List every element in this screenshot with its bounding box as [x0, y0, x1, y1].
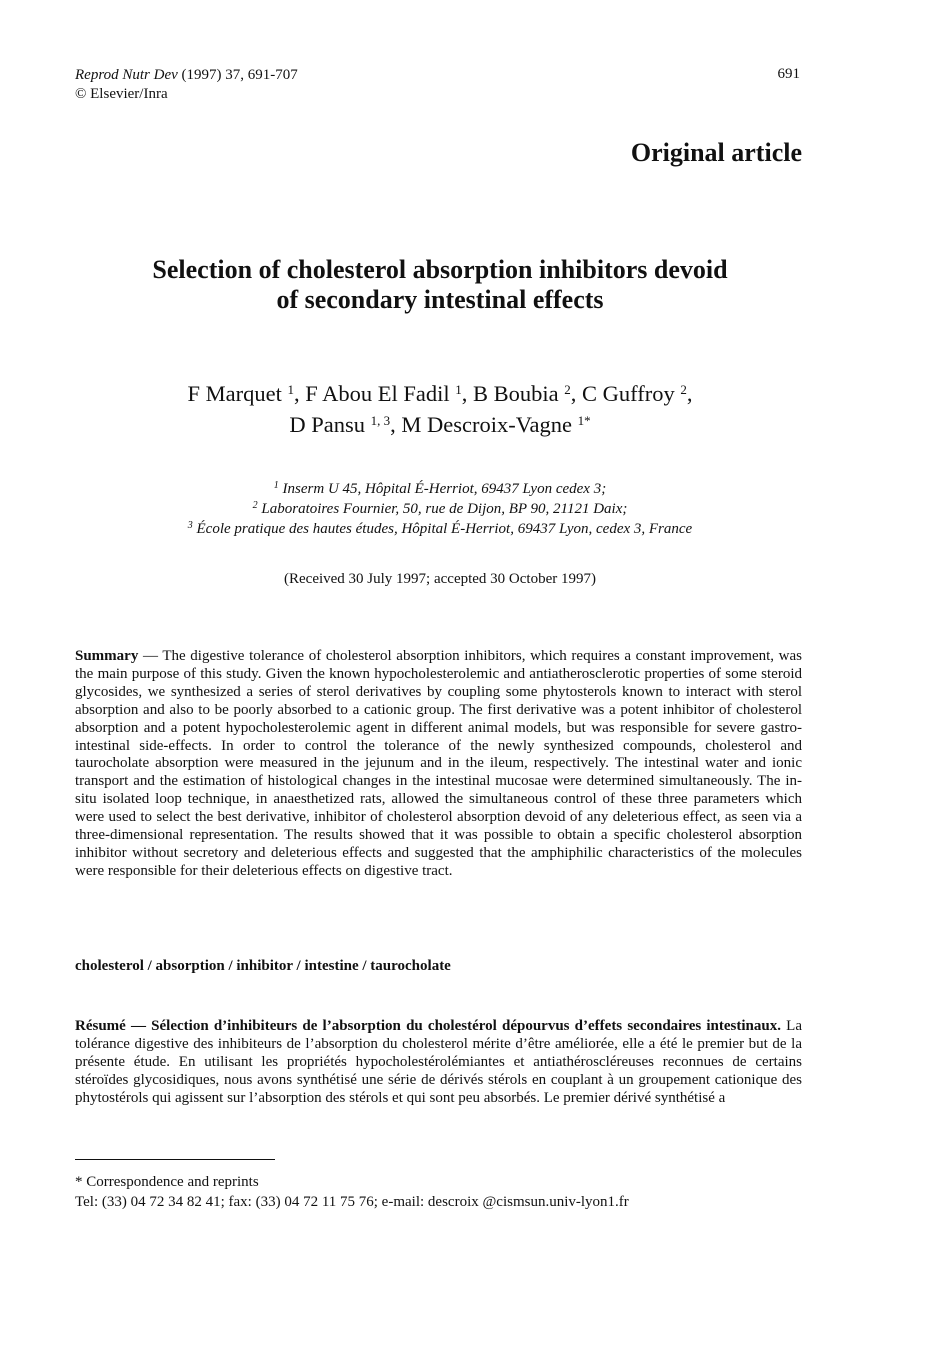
journal-citation	[75, 66, 298, 85]
resume-text: La tolérance digestive des inhibiteurs de l’absorption du cholesterol mérite d’être améliorée, elle a été le premier but de la présente étude. En utilisant les propriétés hypocholestérolémiantes et antiathéroscléreuses reconnues de certains stéroïdes glycosidiques, nous avons synthétisé une série de dérivés stérols en couplant à un groupement cationique des phytostérols qui agissent sur l’absorption des stérols et qui sont peu absorbés. Le premier dérivé synthétisé a	[75, 1018, 802, 1106]
author-name: M Descroix-Vagne	[401, 412, 572, 437]
author-name: F Marquet	[187, 381, 282, 406]
affiliation-list	[60, 479, 820, 539]
author-affiliation-mark: 1	[287, 382, 294, 397]
copyright-line: © Elsevier/Inra	[75, 86, 168, 102]
author-affiliation-mark: 1*	[577, 413, 591, 428]
author-affiliation-mark: 1	[455, 382, 462, 397]
correspondence-note: * Correspondence and reprints	[75, 1174, 259, 1190]
authors-line-1: F Marquet $^1$, F Abou El Fadil $^1$, B Boubia $^2$, C Guffroy $^2$,	[187, 381, 693, 406]
affiliation-number: 2	[252, 500, 258, 511]
article-title	[60, 255, 820, 315]
author-name: D Pansu	[289, 412, 366, 437]
page-number: 691	[777, 66, 800, 82]
affiliation-text: Inserm U 45, Hôpital É-Herriot, 69437 Lyon cedex 3;	[282, 481, 607, 497]
journal-volume-pages: (1997) 37, 691-707	[177, 67, 298, 83]
author-list	[60, 378, 820, 440]
journal-citation-block	[75, 66, 298, 104]
journal-name: Reprod Nutr Dev	[75, 67, 178, 83]
author-affiliation-mark: 2	[680, 382, 687, 397]
author-name: C Guffroy	[582, 381, 675, 406]
author-name: B Boubia	[473, 381, 559, 406]
title-line-1: Selection of cholesterol absorption inhibitors devoid	[152, 255, 728, 284]
resume-paragraph	[75, 1018, 802, 1108]
article-type-label: Original article	[630, 138, 802, 167]
affiliation-text: Laboratoires Fournier, 50, rue de Dijon, BP 90, 21121 Daix;	[261, 501, 628, 517]
author-affiliation-mark: 1, 3	[370, 413, 391, 428]
authors-line-2: D Pansu $^{1, 3}$, M Descroix-Vagne $^{1*}$	[289, 412, 591, 437]
affiliation	[60, 479, 820, 499]
footnote	[75, 1172, 629, 1212]
title-line-2: of secondary intestinal effects	[276, 285, 604, 314]
summary-text: — The digestive tolerance of cholesterol absorption inhibitors, which requires a constant improvement, was the main purpose of this study. Given the known hypocholesterolemic and antiatherosclerotic properties of some steroid glycosides, we synthesized a series of sterol derivatives by coupling some phytosterols known to interact with sterol absorption and also to be poorly absorbed to a cationic group. The first derivative was a potent inhibitor of cholesterol absorption and a potent hypocholesterolemic agent in different animal models, but was responsible for severe gastro-intestinal side-effects. In order to control the tolerance of the newly synthesized compounds, cholesterol and taurocholate absorption were measured in the jejunum and in the ileum, respectively. The intestinal water and ionic transport and the estimation of histological changes in the intestinal mucosae were determined simultaneously. The in-situ isolated loop technique, in anaesthetized rats, allowed the simultaneous control of these three parameters which were used to select the best derivative, inhibitor of cholesterol absorption devoid of any deleterious effect, as seen via a three-dimensional representation. The results showed that it was possible to obtain a specific cholesterol absorption inhibitor without secretory and deleterious effects and suggested that the amphiphilic characteristics of the molecules were responsible for their deleterious effects on digestive tract.	[75, 648, 802, 879]
keywords-line: cholesterol / absorption / inhibitor / intestine / taurocholate	[75, 958, 451, 974]
author-name: F Abou El Fadil	[305, 381, 450, 406]
affiliation-text: École pratique des hautes études, Hôpital É-Herriot, 69437 Lyon, cedex 3, France	[196, 521, 693, 537]
affiliation	[60, 499, 820, 519]
summary-heading: Summary	[75, 648, 139, 664]
affiliation	[60, 519, 820, 539]
author-affiliation-mark: 2	[564, 382, 571, 397]
contact-details: Tel: (33) 04 72 34 82 41; fax: (33) 04 72 11 75 76; e-mail: descroix @cismsun.univ-lyon1.fr	[75, 1194, 629, 1210]
affiliation-number: 1	[273, 480, 279, 491]
resume-heading: Résumé — Sélection d’inhibiteurs de l’absorption du cholestérol dépourvus d’effets secondaires intestinaux.	[75, 1018, 781, 1034]
summary-paragraph	[75, 648, 802, 881]
received-dates: (Received 30 July 1997; accepted 30 October 1997)	[284, 571, 596, 587]
footnote-divider	[75, 1159, 275, 1160]
affiliation-number: 3	[187, 520, 193, 531]
